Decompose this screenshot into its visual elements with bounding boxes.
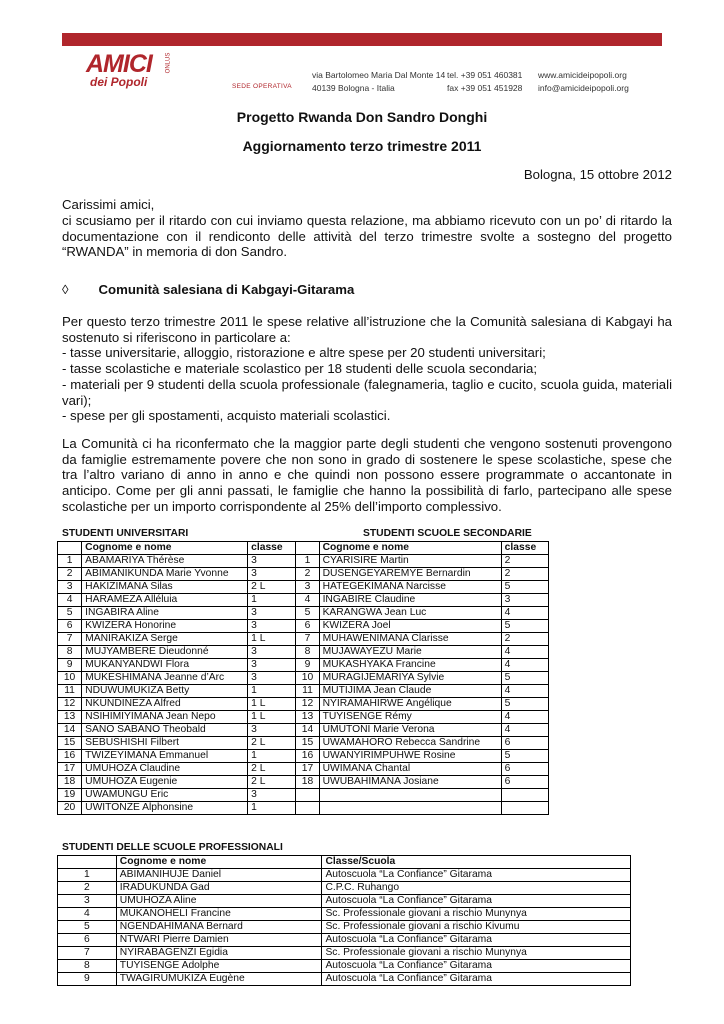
paragraph-line: - materiali per 9 studenti della scuola professionale (falegnameria, taglio e cucito, scuola guida, materiali vari);	[62, 376, 672, 408]
student-name-cell: UMUHOZA Eugenie	[82, 776, 248, 789]
table-row	[58, 568, 549, 581]
student-name-cell: TUYISENGE Adolphe	[116, 960, 322, 973]
row-number-cell-left: 1	[58, 869, 117, 882]
class-cell: 3	[248, 789, 296, 802]
class-cell: 2 L	[248, 737, 296, 750]
student-name-cell: ABAMARIYA Thérèse	[82, 555, 248, 568]
student-name-cell: CYARISIRE Martin	[319, 555, 501, 568]
address-line: via Bartolomeo Maria Dal Monte 14	[312, 70, 446, 80]
logo-text: AMICI	[86, 50, 152, 78]
table-row	[58, 607, 549, 620]
student-name-cell: MURAGIJEMARIYA Sylvie	[319, 672, 501, 685]
document-date: Bologna, 15 ottobre 2012	[523, 167, 672, 182]
logo-onlus: ONLUS	[165, 52, 172, 74]
paragraph-line: - tasse scolastiche e materiale scolastico per 18 studenti delle scuola secondaria;	[62, 361, 538, 377]
table-row	[58, 724, 549, 737]
student-name-cell: MUTIJIMA Jean Claude	[319, 685, 501, 698]
table-row	[58, 750, 549, 763]
table-row	[58, 555, 549, 568]
student-name-cell: MUJYAMBERE Dieudonné	[82, 646, 248, 659]
student-name-cell	[319, 802, 501, 815]
table-row	[58, 685, 549, 698]
class-cell: 5	[501, 698, 548, 711]
row-number-cell: 20	[58, 802, 82, 815]
row-number-cell: 15	[58, 737, 82, 750]
class-cell: 5	[501, 581, 548, 594]
table-header-cell: classe	[248, 542, 296, 555]
row-number-cell: 17	[296, 763, 319, 776]
phone-number: tel. +39 051 460381	[447, 70, 523, 80]
class-cell: 3	[248, 659, 296, 672]
table-row	[58, 947, 631, 960]
paragraph-line: - spese per gli spostamenti, acquisto materiali scolastici.	[62, 408, 391, 424]
class-cell: 2 L	[248, 763, 296, 776]
row-number-cell: 9	[58, 659, 82, 672]
class-cell: 4	[501, 724, 548, 737]
school-cell: Autoscuola “La Confiance” Gitarama	[322, 973, 631, 986]
student-name-cell: UWUBAHIMANA Josiane	[319, 776, 501, 789]
student-name-cell: KARANGWA Jean Luc	[319, 607, 501, 620]
row-number-cell: 19	[58, 789, 82, 802]
address-line: 40139 Bologna - Italia	[312, 83, 395, 93]
student-name-cell: NYIRABAGENZI Egidia	[116, 947, 322, 960]
row-number-cell: 10	[58, 672, 82, 685]
student-name-cell: ABIMANIHUJE Daniel	[116, 869, 322, 882]
section-heading	[62, 282, 354, 297]
secondary-students-label: STUDENTI SCUOLE SECONDARIE	[363, 528, 532, 539]
diamond-bullet-icon: ◊	[62, 282, 69, 297]
school-cell: Autoscuola “La Confiance” Gitarama	[322, 869, 631, 882]
student-name-cell: SEBUSHISHI Filbert	[82, 737, 248, 750]
table-row	[58, 869, 631, 882]
class-cell: 1	[248, 750, 296, 763]
class-cell: 3	[501, 594, 548, 607]
student-name-cell: NGENDAHIMANA Bernard	[116, 921, 322, 934]
table-header-row	[58, 856, 631, 869]
table-row	[58, 882, 631, 895]
school-cell: Sc. Professionale giovani a rischio Kivumu	[322, 921, 631, 934]
row-number-cell-left: 2	[58, 882, 117, 895]
table-header-cell: Cognome e nome	[319, 542, 501, 555]
class-cell: 4	[501, 659, 548, 672]
row-number-cell: 2	[296, 568, 319, 581]
row-number-cell: 18	[58, 776, 82, 789]
class-cell: 2	[501, 568, 548, 581]
address-block	[312, 69, 445, 95]
student-name-cell: NDUWUMUKIZA Betty	[82, 685, 248, 698]
student-name-cell: KWIZERA Honorine	[82, 620, 248, 633]
table-row	[58, 934, 631, 947]
student-name-cell: MUKASHYAKA Francine	[319, 659, 501, 672]
row-number-cell: 16	[58, 750, 82, 763]
logo-subtext: dei Popoli	[90, 75, 148, 89]
row-number-cell: 14	[296, 724, 319, 737]
students-table	[57, 541, 549, 815]
row-number-cell: 3	[296, 581, 319, 594]
student-name-cell: NKUNDINEZA Alfred	[82, 698, 248, 711]
row-number-cell-left: 9	[58, 973, 117, 986]
student-name-cell: DUSENGEYAREMYE Bernardin	[319, 568, 501, 581]
fax-number: fax +39 051 451928	[447, 83, 523, 93]
school-cell: Sc. Professionale giovani a rischio Munynya	[322, 908, 631, 921]
professional-students-label: STUDENTI DELLE SCUOLE PROFESSIONALI	[62, 842, 283, 853]
student-name-cell: NTWARI Pierre Damien	[116, 934, 322, 947]
class-cell: 1 L	[248, 698, 296, 711]
student-name-cell: MUHAWENIMANA Clarisse	[319, 633, 501, 646]
row-number-cell-left: 8	[58, 960, 117, 973]
row-number-cell: 2	[58, 568, 82, 581]
table-row	[58, 620, 549, 633]
table-row	[58, 895, 631, 908]
class-cell: 4	[501, 646, 548, 659]
row-number-cell-left: 3	[58, 895, 117, 908]
student-name-cell: TUYISENGE Rémy	[319, 711, 501, 724]
row-number-cell: 4	[296, 594, 319, 607]
student-name-cell: INGABIRE Claudine	[319, 594, 501, 607]
row-number-cell: 6	[296, 620, 319, 633]
class-cell: 2 L	[248, 776, 296, 789]
table-row	[58, 776, 549, 789]
student-name-cell: TWIZEYIMANA Emmanuel	[82, 750, 248, 763]
student-name-cell: UMUHOZA Claudine	[82, 763, 248, 776]
paragraph-line: Per questo terzo trimestre 2011 le spese relative all’istruzione che la Comunità salesiana di Kabgayi ha sostenuto si riferiscono in particolare a:	[62, 314, 672, 345]
student-name-cell: IRADUKUNDA Gad	[116, 882, 322, 895]
families-paragraph: La Comunità ci ha riconfermato che la maggior parte degli studenti che vengono sostenuti provengono da famiglie estremamente povere che non sono in grado di sostenere le spese scolastiche, spese che tra l’altro variano di anno in anno e che quindi non possono essere programmate o accantonate in anticipo. Come per gli anni passati, le famiglie che hanno la possibilità di farlo, partecipano alle spese scolastiche per un importo corrispondente al 25% dell’importo complessivo.	[62, 436, 672, 514]
row-number-cell: 11	[296, 685, 319, 698]
class-cell: 6	[501, 763, 548, 776]
phone-block	[447, 69, 522, 95]
school-cell: C.P.C. Ruhango	[322, 882, 631, 895]
table-header-cell	[58, 856, 117, 869]
paragraph-line: - tasse universitarie, alloggio, ristorazione e altre spese per 20 studenti universitari;	[62, 345, 546, 361]
document-title: Progetto Rwanda Don Sandro Donghi	[236, 109, 488, 125]
greeting: Carissimi amici,	[62, 197, 155, 212]
row-number-cell: 16	[296, 750, 319, 763]
table-row	[58, 659, 549, 672]
professional-students-table	[57, 855, 631, 986]
organization-logo	[86, 50, 172, 94]
letterhead-band	[62, 33, 662, 46]
student-name-cell: TWAGIRUMUKIZA Eugène	[116, 973, 322, 986]
student-name-cell: UWITONZE Alphonsine	[82, 802, 248, 815]
table-row	[58, 921, 631, 934]
class-cell: 1	[248, 685, 296, 698]
table-row	[58, 737, 549, 750]
row-number-cell: 5	[58, 607, 82, 620]
student-name-cell: UWAMUNGU Eric	[82, 789, 248, 802]
table-header-cell	[296, 542, 319, 555]
student-name-cell: HATEGEKIMANA Narcisse	[319, 581, 501, 594]
row-number-cell: 7	[296, 633, 319, 646]
table-row	[58, 581, 549, 594]
student-name-cell: NSIHIMIYIMANA Jean Nepo	[82, 711, 248, 724]
row-number-cell: 17	[58, 763, 82, 776]
table-header-cell: Cognome e nome	[116, 856, 322, 869]
row-number-cell: 1	[296, 555, 319, 568]
table-header-cell: Cognome e nome	[82, 542, 248, 555]
section-title: Comunità salesiana di Kabgayi-Gitarama	[98, 282, 355, 297]
school-cell: Autoscuola “La Confiance” Gitarama	[322, 895, 631, 908]
web-block	[538, 69, 629, 95]
class-cell: 4	[501, 607, 548, 620]
student-name-cell: UMUHOZA Aline	[116, 895, 322, 908]
intro-paragraph: ci scusiamo per il ritardo con cui inviamo questa relazione, ma abbiamo ricevuto con un po’ di ritardo la documentazione con il rendiconto delle attività del terzo trimestre svolte a sostegno del progetto “RWANDA” in memoria di don Sandro.	[62, 213, 672, 260]
table-row	[58, 960, 631, 973]
school-cell: Sc. Professionale giovani a rischio Munynya	[322, 947, 631, 960]
document-subtitle: Aggiornamento terzo trimestre 2011	[242, 138, 482, 154]
row-number-cell: 6	[58, 620, 82, 633]
table-row	[58, 594, 549, 607]
class-cell	[501, 789, 548, 802]
expenses-paragraph	[62, 314, 672, 424]
table-header-cell: classe	[501, 542, 548, 555]
student-name-cell: NYIRAMAHIRWE Angélique	[319, 698, 501, 711]
class-cell	[501, 802, 548, 815]
table-header-cell: Classe/Scuola	[322, 856, 631, 869]
class-cell: 3	[248, 568, 296, 581]
student-name-cell: HARAMEZA Alléluia	[82, 594, 248, 607]
table-row	[58, 633, 549, 646]
row-number-cell: 10	[296, 672, 319, 685]
student-name-cell: MUJAWAYEZU Marie	[319, 646, 501, 659]
row-number-cell: 8	[296, 646, 319, 659]
table-header-row	[58, 542, 549, 555]
university-students-label: STUDENTI UNIVERSITARI	[62, 528, 189, 539]
student-name-cell: SANO SABANO Theobald	[82, 724, 248, 737]
row-number-cell: 5	[296, 607, 319, 620]
row-number-cell-left: 6	[58, 934, 117, 947]
row-number-cell: 9	[296, 659, 319, 672]
row-number-cell: 18	[296, 776, 319, 789]
student-name-cell: MUKESHIMANA Jeanne d’Arc	[82, 672, 248, 685]
table-row	[58, 802, 549, 815]
table-row	[58, 646, 549, 659]
class-cell: 2	[501, 633, 548, 646]
class-cell: 3	[248, 607, 296, 620]
sede-label: SEDE OPERATIVA	[232, 83, 292, 90]
class-cell: 3	[248, 646, 296, 659]
class-cell: 4	[501, 685, 548, 698]
row-number-cell-left: 5	[58, 921, 117, 934]
student-name-cell: KWIZERA Joel	[319, 620, 501, 633]
class-cell: 6	[501, 776, 548, 789]
class-cell: 1	[248, 802, 296, 815]
class-cell: 5	[501, 750, 548, 763]
class-cell: 2	[501, 555, 548, 568]
table-row	[58, 789, 549, 802]
row-number-cell: 12	[296, 698, 319, 711]
row-number-cell: 4	[58, 594, 82, 607]
class-cell: 6	[501, 737, 548, 750]
website: www.amicideipopoli.org	[538, 70, 627, 80]
class-cell: 3	[248, 555, 296, 568]
row-number-cell: 12	[58, 698, 82, 711]
student-name-cell: ABIMANIKUNDA Marie Yvonne	[82, 568, 248, 581]
table-row	[58, 698, 549, 711]
class-cell: 1 L	[248, 633, 296, 646]
row-number-cell: 13	[58, 711, 82, 724]
table-row	[58, 908, 631, 921]
row-number-cell-left: 4	[58, 908, 117, 921]
class-cell: 1 L	[248, 711, 296, 724]
class-cell: 3	[248, 620, 296, 633]
student-name-cell: UWANYIRIMPUHWE Rosine	[319, 750, 501, 763]
student-name-cell: INGABIRA Aline	[82, 607, 248, 620]
school-cell: Autoscuola “La Confiance” Gitarama	[322, 960, 631, 973]
student-name-cell: MANIRAKIZA Serge	[82, 633, 248, 646]
school-cell: Autoscuola “La Confiance” Gitarama	[322, 934, 631, 947]
row-number-cell	[296, 789, 319, 802]
row-number-cell: 3	[58, 581, 82, 594]
student-name-cell: MUKANOHELI Francine	[116, 908, 322, 921]
student-name-cell: UMUTONI Marie Verona	[319, 724, 501, 737]
class-cell: 4	[501, 711, 548, 724]
row-number-cell: 8	[58, 646, 82, 659]
row-number-cell: 14	[58, 724, 82, 737]
student-name-cell: UWIMANA Chantal	[319, 763, 501, 776]
class-cell: 5	[501, 620, 548, 633]
class-cell: 3	[248, 672, 296, 685]
table-row	[58, 672, 549, 685]
student-name-cell: MUKANYANDWI Flora	[82, 659, 248, 672]
table-header-cell	[58, 542, 82, 555]
row-number-cell: 7	[58, 633, 82, 646]
student-name-cell: UWAMAHORO Rebecca Sandrine	[319, 737, 501, 750]
row-number-cell	[296, 802, 319, 815]
table-row	[58, 973, 631, 986]
class-cell: 3	[248, 724, 296, 737]
student-name-cell: HAKIZIMANA Silas	[82, 581, 248, 594]
row-number-cell: 15	[296, 737, 319, 750]
row-number-cell: 13	[296, 711, 319, 724]
class-cell: 5	[501, 672, 548, 685]
table-row	[58, 711, 549, 724]
student-name-cell	[319, 789, 501, 802]
row-number-cell: 1	[58, 555, 82, 568]
table-row	[58, 763, 549, 776]
email: info@amicideipopoli.org	[538, 83, 629, 93]
row-number-cell: 11	[58, 685, 82, 698]
class-cell: 2 L	[248, 581, 296, 594]
class-cell: 1	[248, 594, 296, 607]
row-number-cell-left: 7	[58, 947, 117, 960]
